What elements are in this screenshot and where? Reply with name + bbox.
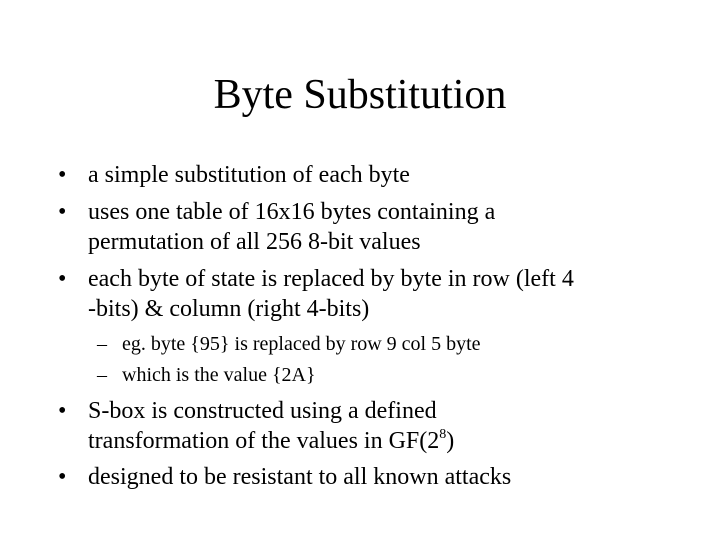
bullet-marker: • [58, 266, 67, 292]
bullet-text: designed to be resistant to all known attacks [88, 464, 512, 490]
bullet-marker: • [58, 199, 67, 225]
bullet-text: permutation of all 256 8-bit values [88, 229, 421, 255]
bullet-text: S-box is constructed using a defined [88, 398, 437, 424]
slide-title: Byte Substitution [213, 72, 507, 118]
bullet-text: each byte of state is replaced by byte in row (left 4 [88, 266, 574, 292]
bullet-text: a simple substitution of each byte [88, 162, 410, 188]
bullet-marker: • [58, 464, 67, 490]
sub-bullet-text: which is the value {2A} [122, 364, 316, 386]
gf-text-suffix: ) [446, 428, 455, 454]
bullet-text: -bits) & column (right 4-bits) [88, 296, 370, 322]
gf-text-prefix: transformation of the values in GF(2 [88, 428, 440, 454]
bullet-text [88, 426, 454, 456]
gf-exponent: 8 [439, 427, 447, 442]
sub-bullet-marker: – [97, 333, 107, 355]
bullet-marker: • [58, 398, 67, 424]
sub-bullet-text: eg. byte {95} is replaced by row 9 col 5 byte [122, 333, 481, 355]
bullet-marker: • [58, 162, 67, 188]
sub-bullet-marker: – [97, 364, 107, 386]
bullet-text: uses one table of 16x16 bytes containing a [88, 199, 496, 225]
